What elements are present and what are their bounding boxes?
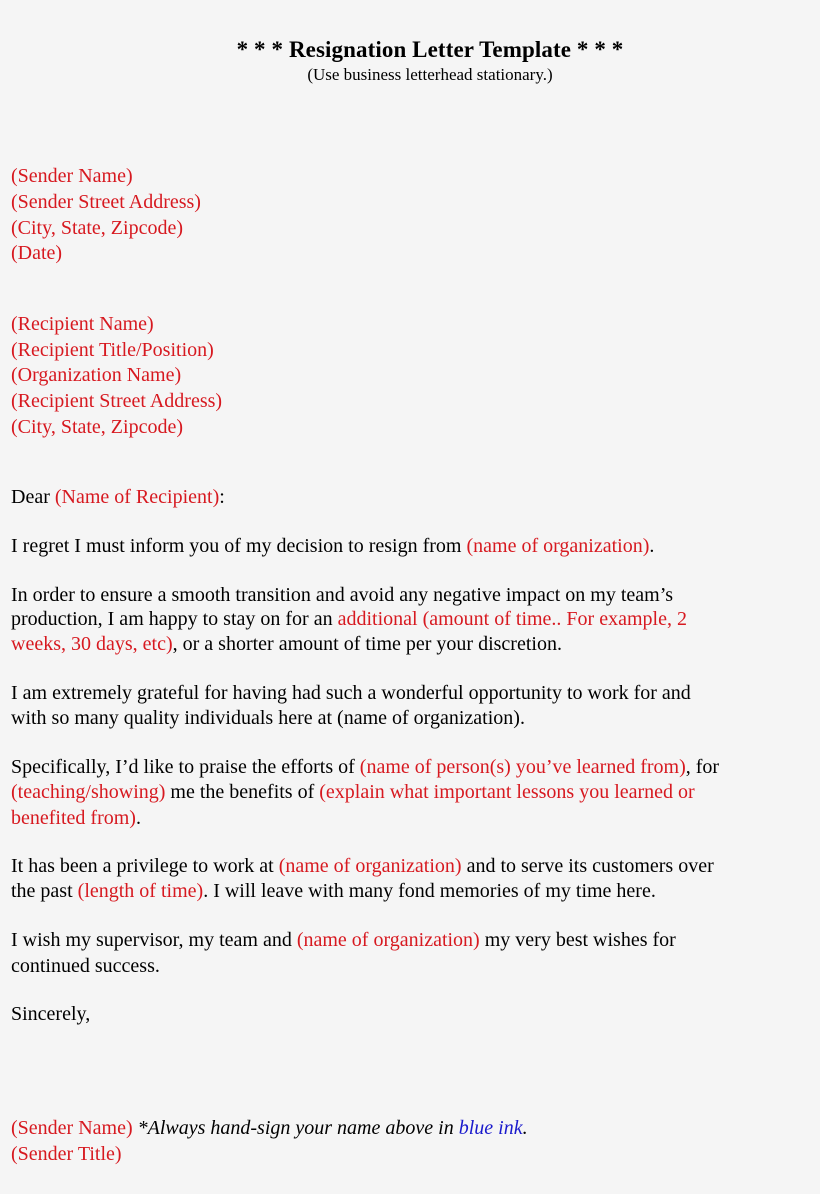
sender-title-placeholder: (Sender Title) xyxy=(11,1143,122,1165)
closing: Sincerely, xyxy=(11,1003,91,1025)
paragraph-line xyxy=(11,805,141,831)
paragraph-text: It has been a privilege to work at xyxy=(11,855,279,877)
paragraph-line xyxy=(11,853,714,879)
length-of-time-placeholder: (length of time) xyxy=(77,880,204,902)
paragraph-text: the past xyxy=(11,880,78,902)
time-placeholder: weeks, 30 days, etc) xyxy=(11,633,173,655)
recipient-placeholder: (Name of Recipient) xyxy=(54,486,220,508)
sender-name-placeholder: (Sender Name) xyxy=(11,1117,133,1139)
time-placeholder: additional (amount of time.. For example, 2 xyxy=(337,608,687,630)
paragraph-line xyxy=(11,754,719,780)
paragraph-line xyxy=(11,606,687,632)
signature-note: *Always hand-sign your name above in xyxy=(132,1117,459,1139)
paragraph-text: , for xyxy=(685,756,720,778)
recipient-name: (Recipient Name) xyxy=(11,313,154,335)
salutation-prefix: Dear xyxy=(11,486,55,508)
sender-date: (Date) xyxy=(11,242,63,264)
paragraph-text: me the benefits of xyxy=(165,781,320,803)
recipient-street-address: (Recipient Street Address) xyxy=(11,390,223,412)
teaching-placeholder: (teaching/showing) xyxy=(11,781,166,803)
person-placeholder: (name of person(s) you’ve learned from) xyxy=(359,756,686,778)
sender-name: (Sender Name) xyxy=(11,165,133,187)
blue-ink-note: blue ink xyxy=(458,1117,523,1139)
sender-street-address: (Sender Street Address) xyxy=(11,191,201,213)
paragraph-line xyxy=(11,779,695,805)
lessons-placeholder: (explain what important lessons you learned or xyxy=(319,781,695,803)
paragraph-text: Specifically, I’d like to praise the efforts of xyxy=(11,756,360,778)
salutation xyxy=(11,484,225,510)
paragraph-line xyxy=(11,878,656,904)
paragraph-text: , or a shorter amount of time per your discretion. xyxy=(172,633,562,655)
recipient-city-state-zip: (City, State, Zipcode) xyxy=(11,416,183,438)
recipient-title: (Recipient Title/Position) xyxy=(11,339,214,361)
paragraph-line: with so many quality individuals here at (name of organization). xyxy=(11,707,525,729)
recipient-organization: (Organization Name) xyxy=(11,364,182,386)
organization-placeholder: (name of organization) xyxy=(296,929,480,951)
paragraph-line xyxy=(11,631,562,657)
salutation-suffix: : xyxy=(219,486,225,508)
paragraph-text: I regret I must inform you of my decision to resign from xyxy=(11,535,467,557)
signature-note-end: . xyxy=(522,1117,528,1139)
sender-city-state-zip: (City, State, Zipcode) xyxy=(11,217,183,239)
paragraph-text: my very best wishes for xyxy=(479,929,676,951)
organization-placeholder: (name of organization) xyxy=(278,855,462,877)
paragraph-text: . xyxy=(135,807,141,829)
organization-placeholder: (name of organization) xyxy=(466,535,650,557)
paragraph-line: continued success. xyxy=(11,955,160,977)
lessons-placeholder: benefited from) xyxy=(11,807,136,829)
document-title: * * * Resignation Letter Template * * * xyxy=(236,37,624,62)
paragraph-1 xyxy=(11,533,654,559)
paragraph-text: and to serve its customers over xyxy=(461,855,714,877)
paragraph-line xyxy=(11,927,676,953)
document-subtitle: (Use business letterhead stationary.) xyxy=(307,65,553,84)
paragraph-text: production, I am happy to stay on for an xyxy=(11,608,338,630)
paragraph-line: In order to ensure a smooth transition and avoid any negative impact on my team’s xyxy=(11,584,674,606)
signature-line xyxy=(11,1115,528,1141)
paragraph-text: . xyxy=(649,535,655,557)
paragraph-line: I am extremely grateful for having had such a wonderful opportunity to work for and xyxy=(11,682,691,704)
paragraph-text: I wish my supervisor, my team and xyxy=(11,929,297,951)
paragraph-text: . I will leave with many fond memories of my time here. xyxy=(203,880,656,902)
